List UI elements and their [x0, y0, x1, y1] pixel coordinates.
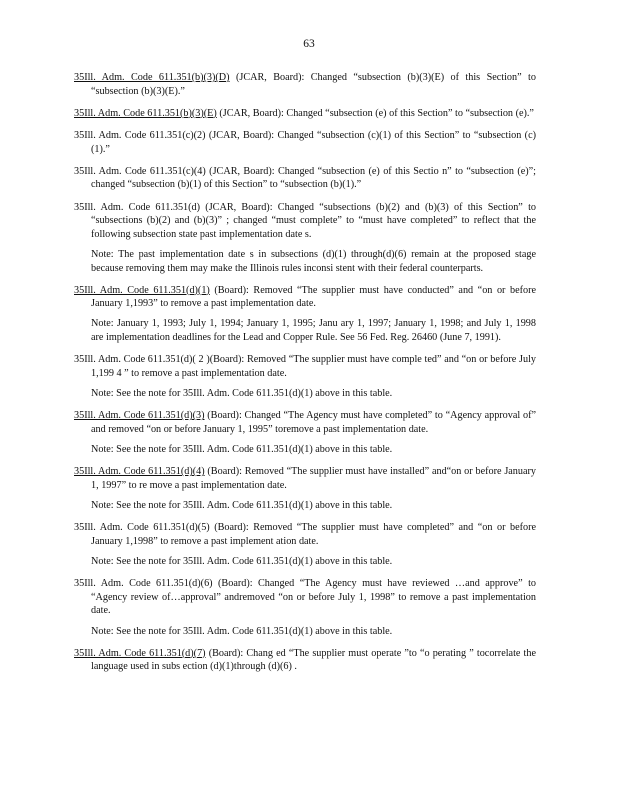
- amendment-entry: [74, 521, 536, 548]
- note: Note: See the note for 35Ill. Adm. Code 611.351(d)(1) above in this table.: [91, 555, 393, 567]
- note: Note: See the note for 35Ill. Adm. Code 611.351(d)(1) above in this table.: [91, 625, 393, 637]
- amendments-list: [74, 71, 536, 682]
- change-description: (JCAR, Board): Changed “subsection (b)(3)(E) of this Section” to “subsection (b)(3)(E).”: [91, 72, 536, 97]
- citation: 35Ill. Adm. Code 611.351(d)( 2 ): [74, 354, 210, 366]
- amendment-entry: [74, 107, 536, 121]
- change-description: (Board): Changed “The Agency must have reviewed …and approve” to “Agency review of…approval” andremoved “on or before July 1, 1998” to remove a past implementation date.: [91, 578, 536, 617]
- amendment-entry: [74, 129, 536, 156]
- citation: 35Ill. Adm. Code 611.351(d)(7): [74, 647, 206, 659]
- change-description: (Board): Removed “The supplier must have conducted” and “on or before January 1,1993” to remove a past implementation date.: [91, 284, 537, 310]
- citation: 35Ill. Adm. Code 611.351(c)(2): [74, 129, 206, 141]
- note: Note: The past implementation date s in subsections (d)(1) through(d)(6) remain at the proposed stage because removing them may make the Illinois rules inconsi stent with their federal counterparts.: [91, 248, 536, 274]
- change-description: (JCAR, Board): Changed “subsection (e) of this Sectio n” to “subsection (e)”; changed “subsection (b)(1) of this Section” to “subsection (b)(1).”: [91, 165, 536, 191]
- note: Note: See the note for 35Ill. Adm. Code 611.351(d)(1) above in this table.: [91, 444, 393, 455]
- amendment-entry: [74, 353, 536, 380]
- page-number: 63: [303, 38, 315, 50]
- citation: 35Ill. Adm. Code 611.351(d)(4): [74, 466, 205, 478]
- change-description: (Board): Chang ed “The supplier must operate ”to “o perating ” tocorrelate the language used in subs ection (d)(1)through (d)(6) .: [91, 647, 537, 673]
- amendment-entry: [74, 165, 536, 192]
- citation: 35Ill. Adm. Code 611.351(d)(3): [74, 410, 205, 422]
- change-description: (Board): Removed “The supplier must have installed” and“on or before January 1, 1997” to re move a past implementation date.: [91, 466, 537, 491]
- change-description: (Board): Changed “The Agency must have completed” to “Agency approval of” and removed “on or before January 1, 1995” toremove a past implementation date.: [91, 410, 537, 435]
- amendment-entry: [74, 71, 536, 98]
- citation: 35Ill. Adm. Code 611.351(c)(4): [74, 165, 206, 177]
- amendment-entry: [74, 647, 536, 674]
- amendment-entry: [74, 465, 536, 492]
- note: Note: See the note for 35Ill. Adm. Code 611.351(d)(1) above in this table.: [91, 499, 393, 511]
- change-description: (JCAR, Board): Changed “subsections (b)(2) and (b)(3) of this Section” to “subsections (b)(2) and (b)(3)” ; changed “must complete” to “must have completed” to reflect that the following subsection state past implementation date s.: [91, 201, 536, 240]
- amendment-entry: [74, 409, 536, 436]
- citation: 35Ill. Adm. Code 611.351(b)(3)(D): [74, 72, 230, 83]
- note: Note: January 1, 1993; July 1, 1994; January 1, 1995; Janu ary 1, 1997; January 1, 1998; and July 1, 1998 are implementation deadlines for the Lead and Copper Rule. See 56 Fed. Reg. 26460 (June 7, 1991).: [91, 318, 536, 344]
- amendment-entry: [74, 201, 536, 242]
- citation: 35Ill. Adm. Code 611.351(d)(5): [74, 522, 210, 534]
- citation: 35Ill. Adm. Code 611.351(b)(3)(E): [74, 107, 217, 119]
- change-description: (JCAR, Board): Changed “subsection (c)(1) of this Section” to “subsection (c)(1).”: [91, 129, 536, 155]
- amendment-entry: [74, 284, 536, 311]
- citation: 35Ill. Adm. Code 611.351(d)(1): [74, 284, 210, 296]
- change-description: (Board): Removed “The supplier must have completed” and “on or before January 1,1998” to remove a past implement ation date.: [91, 522, 537, 547]
- amendment-entry: [74, 577, 536, 618]
- citation: 35Ill. Adm. Code 611.351(d): [74, 201, 201, 213]
- change-description: (Board): Removed “The supplier must have comple ted” and “on or before July 1,199 4 ” to remove a past implementation date.: [91, 354, 536, 379]
- note: Note: See the note for 35Ill. Adm. Code 611.351(d)(1) above in this table.: [91, 388, 393, 400]
- change-description: (JCAR, Board): Changed “subsection (e) of this Section” to “subsection (e).”: [216, 107, 534, 119]
- citation: 35Ill. Adm. Code 611.351(d)(6): [74, 578, 213, 590]
